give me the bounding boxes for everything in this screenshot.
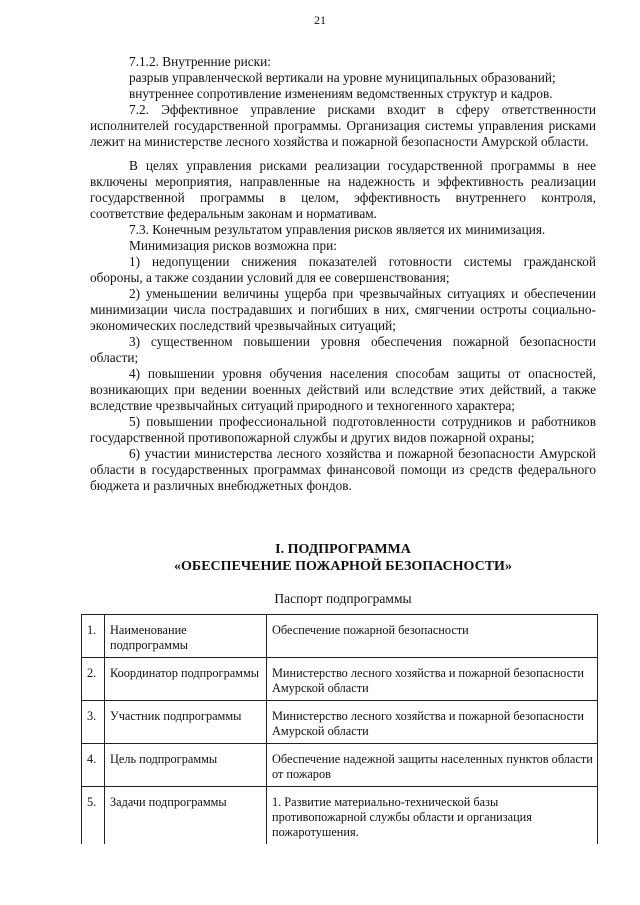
table-row	[82, 658, 598, 701]
heading-line-2: «ОБЕСПЕЧЕНИЕ ПОЖАРНОЙ БЕЗОПАСНОСТИ»	[174, 559, 512, 574]
list-item: 4) повышении уровня обучения населения способам защиты от опасностей, возникающих при ведении военных действий или вследствие этих действий, а также вследствие чрезвычайных ситуаций природного и техногенного характера;	[90, 366, 596, 413]
list-item: 2) уменьшении величины ущерба при чрезвычайных ситуациях и обеспечении минимизации числа пострадавших и погибших в них, смягчении остроты социально-экономических последствий чрезвычайных ситуаций;	[90, 286, 596, 333]
paragraph: В целях управления рисками реализации государственной программы в нее включены мероприятия, направленные на надежность и эффективность реализации государственной программы в целом, эффективность внутреннего контроля, соответствие федеральным законам и нормативам.	[90, 158, 596, 221]
list-item: 5) повышении профессиональной подготовленности сотрудников и работников государственной противопожарной службы и других видов пожарной охраны;	[90, 414, 596, 445]
paragraph: разрыв управленческой вертикали на уровне муниципальных образований;	[129, 70, 556, 85]
list-item: 3) существенном повышении уровня обеспечения пожарной безопасности области;	[90, 334, 596, 365]
heading-line-1: I. ПОДПРОГРАММА	[275, 542, 411, 557]
row-number: 4.	[82, 744, 105, 787]
row-name: Задачи подпрограммы	[105, 787, 267, 845]
row-value: 1. Развитие материально-технической базы противопожарной службы области и организация пожаротушения.	[267, 787, 598, 845]
paragraph: Минимизация рисков возможна при:	[129, 238, 337, 253]
risk-section-text	[90, 54, 596, 494]
paragraph: внутреннее сопротивление изменениям ведомственных структур и кадров.	[129, 86, 553, 101]
page-number: 21	[314, 13, 326, 27]
passport-title: Паспорт подпрограммы	[274, 591, 412, 606]
list-item: 6) участии министерства лесного хозяйства и пожарной безопасности Амурской области в государственных программах финансовой помощи из средств федерального бюджета и различных внебюджетных фондов.	[90, 446, 596, 493]
row-value: Министерство лесного хозяйства и пожарной безопасности Амурской области	[267, 658, 598, 701]
row-number: 3.	[82, 701, 105, 744]
table-row	[82, 701, 598, 744]
row-number: 2.	[82, 658, 105, 701]
row-name: Наименование подпрограммы	[105, 615, 267, 658]
table-row	[82, 744, 598, 787]
row-name: Участник подпрограммы	[105, 701, 267, 744]
row-value: Министерство лесного хозяйства и пожарной безопасности Амурской области	[267, 701, 598, 744]
row-value: Обеспечение надежной защиты населенных пунктов области от пожаров	[267, 744, 598, 787]
paragraph: 7.2. Эффективное управление рисками входит в сферу ответственности исполнителей государственной программы. Организация системы управления рисками лежит на министерстве лесного хозяйства и пожарной безопасности Амурской области.	[90, 102, 596, 149]
paragraph: 7.1.2. Внутренние риски:	[129, 54, 271, 69]
row-name: Координатор подпрограммы	[105, 658, 267, 701]
table-row	[82, 787, 598, 845]
row-value: Обеспечение пожарной безопасности	[267, 615, 598, 658]
row-name: Цель подпрограммы	[105, 744, 267, 787]
row-number: 1.	[82, 615, 105, 658]
list-item: 1) недопущении снижения показателей готовности системы гражданской обороны, а также создании условий для ее совершенствования;	[90, 254, 596, 285]
row-number: 5.	[82, 787, 105, 845]
passport-table	[81, 614, 598, 844]
subprogram-heading	[90, 541, 596, 575]
table-row	[82, 615, 598, 658]
paragraph: 7.3. Конечным результатом управления рисков является их минимизация.	[129, 222, 546, 237]
